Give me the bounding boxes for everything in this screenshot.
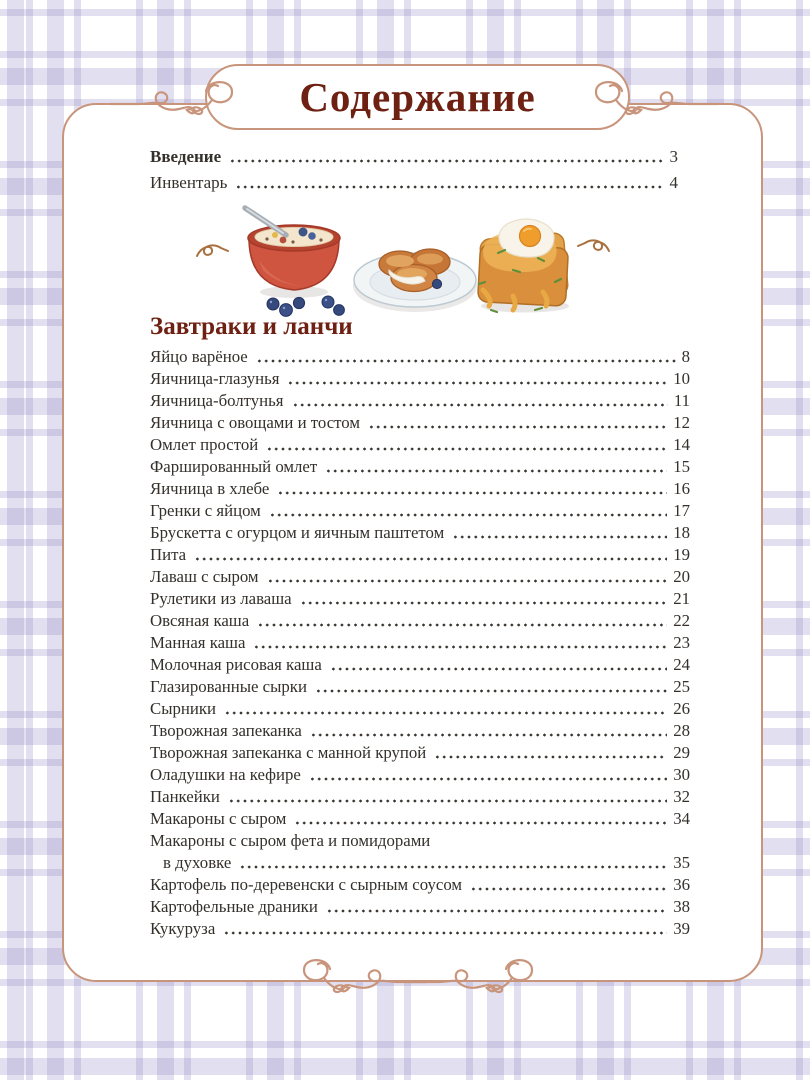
toc-entry-label: Картофельные драники: [150, 897, 318, 916]
toc-entry-label: Макароны с сыром фета и помидорами: [150, 831, 431, 850]
toc-entry-page: 35: [673, 853, 690, 872]
toc-entry-label: Яичница-болтунья: [150, 391, 284, 410]
toc-leader-dots: [315, 676, 667, 698]
toc-leader-dots: [368, 412, 667, 434]
toc-entry-label: Молочная рисовая каша: [150, 655, 322, 674]
toc-entry-label: Картофель по-деревенски с сырным соусом: [150, 875, 463, 894]
toc-entry: [150, 434, 690, 456]
toc-entry-label: Яичница в хлебе: [150, 479, 270, 498]
toc-entry: [150, 764, 690, 786]
toc-entry: [150, 698, 690, 720]
toc-entry-page: 8: [681, 347, 690, 366]
toc-leader-dots: [452, 522, 667, 544]
toc-entry: [150, 786, 690, 808]
toc-entry-label: Рулетики из лаваша: [150, 589, 292, 608]
flourish-top-right-icon: [586, 76, 718, 130]
toc-entry-page: 21: [673, 589, 690, 608]
toc-entry: [150, 170, 678, 196]
toc-entry-page: 20: [673, 567, 690, 586]
toc-entry-label: Глазированные сырки: [150, 677, 307, 696]
toc-leader-dots: [239, 852, 667, 874]
toc-leader-dots: [228, 786, 667, 808]
toc-entry-label: Яичница-глазунья: [150, 369, 280, 388]
toc-entry-label: Овсяная каша: [150, 611, 250, 630]
toc-entry-page: 25: [673, 677, 690, 696]
toc-leader-dots: [253, 632, 667, 654]
toc-leader-dots: [235, 170, 663, 196]
toc-entry-page: 24: [673, 655, 690, 674]
toc-entry: [150, 588, 690, 610]
toc-entry: [150, 830, 690, 852]
page-title-plate: [205, 64, 630, 130]
toc-entry-page: 36: [673, 875, 690, 894]
toc-entry: [150, 390, 690, 412]
toc-entry: [150, 368, 690, 390]
toc-leader-dots: [470, 874, 667, 896]
toc-leader-dots: [267, 566, 668, 588]
toc-entry-label: в духовке: [163, 853, 232, 872]
page-title: Содержание: [299, 74, 536, 120]
toc-entry: [150, 544, 690, 566]
toc-entry-page: 11: [673, 391, 690, 410]
toc-entry-label: Макароны с сыром: [150, 809, 287, 828]
toc-entry-label: Яичница с овощами и тостом: [150, 413, 360, 432]
toc-entry: [150, 500, 690, 522]
toc-entry: [150, 874, 690, 896]
toc-leader-dots: [266, 434, 667, 456]
toc-entry-page: 32: [673, 787, 690, 806]
toc-entry-label: Пита: [150, 545, 187, 564]
toc-entry-page: 39: [673, 919, 690, 938]
toc-entry: [150, 676, 690, 698]
syrniki-plate-icon: [353, 249, 477, 312]
side-swirl-right-icon: [578, 240, 609, 251]
toc-entry-page: 28: [673, 721, 690, 740]
breakfast-illustration: [183, 198, 623, 328]
toc-entry-label: Творожная запеканка с манной крупой: [150, 743, 427, 762]
toc-leader-dots: [300, 588, 668, 610]
toc-entry-page: 23: [673, 633, 690, 652]
toc-entry: [150, 896, 690, 918]
toc-entry-page: 22: [673, 611, 690, 630]
toc-leader-dots: [330, 654, 667, 676]
toc-entry-label: Кукуруза: [150, 919, 216, 938]
toc-entry-page: 14: [673, 435, 690, 454]
toc-leader-dots: [294, 808, 667, 830]
toc-entry-label: Яйцо варёное: [150, 347, 248, 366]
toc-entry-label: Панкейки: [150, 787, 220, 806]
toc-entry: [150, 918, 690, 940]
toc-entry: [150, 654, 690, 676]
toc-leader-dots: [309, 764, 667, 786]
toc-entry-page: 4: [669, 173, 678, 192]
toc-entry-page: 29: [673, 743, 690, 762]
toc-entry-page: 16: [673, 479, 690, 498]
toc-entry-page: 34: [673, 809, 690, 828]
toc-entry-label: Оладушки на кефире: [150, 765, 301, 784]
toc-entry-label: Фаршированный омлет: [150, 457, 318, 476]
flourish-bottom-left-icon: [294, 954, 426, 1008]
toc-leader-dots: [224, 698, 667, 720]
toc-leader-dots: [325, 456, 667, 478]
egg-toast-icon: [478, 219, 569, 313]
toc-entry: [150, 346, 690, 368]
toc-leader-dots: [438, 830, 684, 852]
toc-leader-dots: [256, 346, 676, 368]
toc-entry: [150, 566, 690, 588]
toc-entry-page: 15: [673, 457, 690, 476]
toc-entry-page: 18: [673, 523, 690, 542]
toc-entry-label: Омлет простой: [150, 435, 259, 454]
toc-entry-label: Лаваш с сыром: [150, 567, 259, 586]
toc-entry-page: 12: [673, 413, 690, 432]
section-entry-list: [150, 346, 690, 940]
toc-entry: [150, 478, 690, 500]
toc-leader-dots: [326, 896, 667, 918]
toc-entry-page: 38: [673, 897, 690, 916]
toc-leader-dots: [434, 742, 667, 764]
toc-entry-label: Введение: [150, 147, 222, 166]
toc-leader-dots: [292, 390, 668, 412]
toc-leader-dots: [229, 144, 663, 170]
toc-entry-label: Инвентарь: [150, 173, 228, 192]
toc-entry: [150, 610, 690, 632]
toc-entry-page: 17: [673, 501, 690, 520]
toc-leader-dots: [257, 610, 667, 632]
porridge-bowl-icon: [245, 208, 344, 316]
toc-entry-label: Гренки с яйцом: [150, 501, 261, 520]
toc-entry-page: 3: [669, 147, 678, 166]
toc-leader-dots: [223, 918, 667, 940]
toc-entry: [150, 522, 690, 544]
toc-entry: [150, 144, 678, 170]
toc-entry-page: 10: [673, 369, 690, 388]
flourish-top-left-icon: [110, 76, 242, 130]
toc-entry-label: Творожная запеканка: [150, 721, 302, 740]
toc-leader-dots: [194, 544, 667, 566]
toc-entry-label: Манная каша: [150, 633, 246, 652]
toc-entry: [150, 720, 690, 742]
flourish-bottom-right-icon: [410, 954, 542, 1008]
toc-entry-page: 30: [673, 765, 690, 784]
toc-entry: [150, 808, 690, 830]
toc-leader-dots: [269, 500, 667, 522]
section-title: Завтраки и ланчи: [150, 313, 353, 340]
toc-entry: [150, 742, 690, 764]
toc-entry-page: 26: [673, 699, 690, 718]
side-swirl-left-icon: [197, 245, 228, 256]
toc-entry-page: 19: [673, 545, 690, 564]
toc-entry: [150, 852, 690, 874]
intro-list: [150, 144, 678, 196]
toc-leader-dots: [287, 368, 667, 390]
toc-leader-dots: [310, 720, 667, 742]
toc-entry: [150, 412, 690, 434]
toc-entry: [150, 456, 690, 478]
toc-entry: [150, 632, 690, 654]
toc-leader-dots: [277, 478, 667, 500]
toc-entry-label: Сырники: [150, 699, 216, 718]
toc-entry-label: Брускетта с огурцом и яичным паштетом: [150, 523, 445, 542]
